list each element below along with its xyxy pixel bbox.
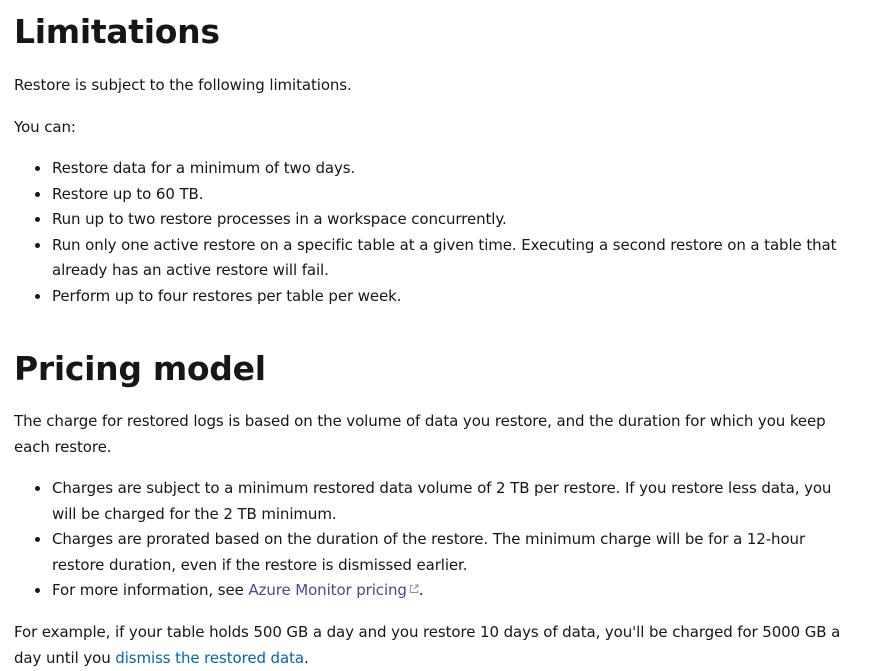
more-info-prefix: For more information, see: [52, 581, 249, 599]
list-item: Run up to two restore processes in a workspace concurrently.: [52, 207, 856, 233]
list-item: Charges are subject to a minimum restored data volume of 2 TB per restore. If you restore less data, you will be charged for the 2 TB minimum.: [52, 476, 856, 527]
list-item: Restore up to 60 TB.: [52, 182, 856, 208]
pricing-list: [14, 476, 856, 604]
pricing-heading: Pricing model: [14, 349, 266, 388]
list-item: [52, 578, 856, 604]
list-item: Charges are prorated based on the duration of the restore. The minimum charge will be for a 12-hour restore duration, even if the restore is dismissed earlier.: [52, 527, 856, 578]
list-item: Restore data for a minimum of two days.: [52, 156, 856, 182]
limitations-intro: Restore is subject to the following limitations.: [14, 76, 352, 94]
more-info-suffix: .: [418, 581, 424, 599]
list-item: Perform up to four restores per table per week.: [52, 284, 856, 310]
pricing-example: [14, 619, 856, 671]
external-link-icon: [409, 584, 419, 594]
pricing-intro: The charge for restored logs is based on the volume of data you restore, and the duration for which you keep each restore.: [14, 412, 826, 456]
azure-monitor-pricing-link[interactable]: [248, 581, 418, 599]
limitations-heading: Limitations: [14, 12, 220, 51]
example-prefix: For example, if your table holds 500 GB a day and you restore 10 days of data, you'll be charged for 5000 GB a day until you: [14, 622, 841, 667]
list-item: Run only one active restore on a specific table at a given time. Executing a second restore on a table that already has an active restore will fail.: [52, 233, 856, 284]
example-suffix: .: [303, 648, 309, 667]
dismiss-restored-data-link[interactable]: dismiss the restored data: [115, 648, 304, 667]
you-can-label: You can:: [14, 118, 76, 136]
azure-monitor-pricing-link-text: Azure Monitor pricing: [248, 581, 407, 599]
limitations-list: [14, 156, 856, 309]
